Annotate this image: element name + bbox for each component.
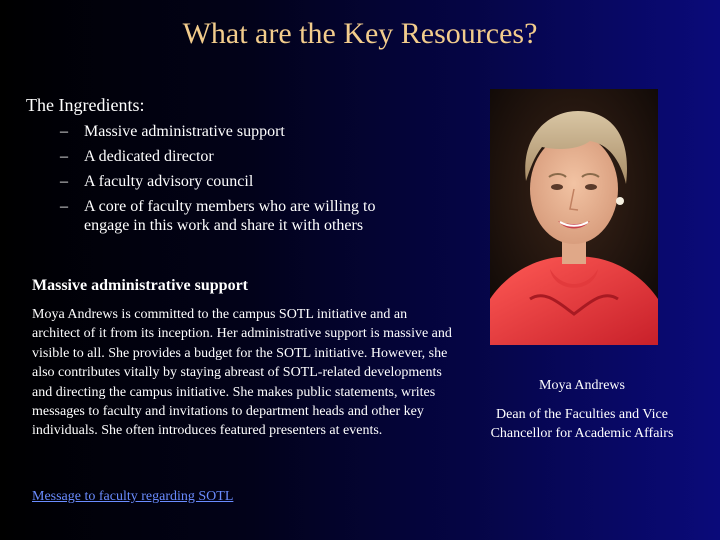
list-item xyxy=(60,147,410,166)
body-paragraph: Moya Andrews is committed to the campus SOTL initiative and an architect of it from its inception. Her administrative support is massive and visible to all. She provides a budget for the SOTL initiative. However, she also contributes vitally by staying abreast of SOTL-related developments and directing the campus initiative. She makes public statements, writes messages to faculty and invitations to department heads and other key individuals. She often introduces featured presenters at events. xyxy=(32,307,452,439)
ingredients-list xyxy=(60,122,410,241)
section-heading: Massive administrative support xyxy=(32,277,248,294)
bullet-dash: – xyxy=(60,123,68,140)
list-item xyxy=(60,197,410,235)
ingredients-heading: The Ingredients: xyxy=(26,95,145,115)
bullet-dash: – xyxy=(60,198,68,215)
bullet-dash: – xyxy=(60,148,68,165)
list-item xyxy=(60,122,410,141)
list-item-text: A faculty advisory council xyxy=(84,173,254,190)
profile-name: Moya Andrews xyxy=(539,378,625,393)
slide-title: What are the Key Resources? xyxy=(182,17,538,50)
list-item-text: A dedicated director xyxy=(84,148,214,165)
faculty-message-link[interactable]: Message to faculty regarding SOTL xyxy=(32,489,234,504)
profile-role: Dean of the Faculties and Vice Chancellor for Academic Affairs xyxy=(490,407,674,441)
portrait-photo xyxy=(490,89,658,345)
list-item-text: A core of faculty members who are willing to engage in this work and share it with others xyxy=(84,198,376,234)
bullet-dash: – xyxy=(60,173,68,190)
list-item-text: Massive administrative support xyxy=(84,123,285,140)
list-item xyxy=(60,172,410,191)
